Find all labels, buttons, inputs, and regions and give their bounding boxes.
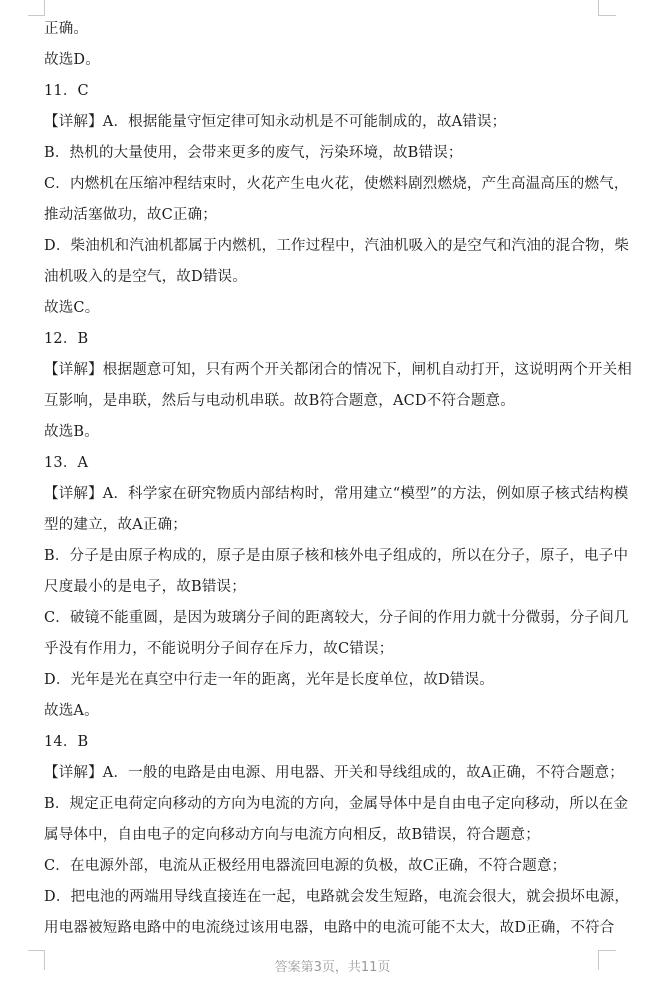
- text-line: 属导体中，自由电子的定向移动方向与电流方向相反，故B错误，符合题意；: [44, 827, 540, 843]
- text-line: D．柴油机和汽油机都属于内燃机，工作过程中，汽油机吸入的是空气和汽油的混合物，柴: [44, 238, 630, 254]
- text-line: D．光年是光在真空中行走一年的距离，光年是长度单位，故D错误。: [44, 672, 494, 688]
- text-line: 故选D。: [44, 52, 100, 68]
- text-line: 互影响，是串联，然后与电动机串联。故B符合题意，ACD不符合题意。: [44, 393, 515, 409]
- text-line: 正确。: [44, 21, 89, 37]
- text-line: 故选B。: [44, 424, 99, 440]
- question-number: 13．A: [44, 455, 89, 471]
- text-line: 尺度最小的是电子，故B错误；: [44, 579, 246, 595]
- text-line: 【详解】A．一般的电路是由电源、用电器、开关和导线组成的，故A正确，不符合题意；: [44, 765, 624, 781]
- text-line: 乎没有作用力，不能说明分子间存在斥力，故C错误；: [44, 641, 394, 657]
- question-number: 12．B: [44, 331, 89, 347]
- text-line: C．在电源外部，电流从正极经用电器流回电源的负极，故C正确，不符合题意；: [44, 858, 567, 874]
- text-line: C．破镜不能重圆，是因为玻璃分子间的距离较大，分子间的作用力就十分微弱，分子间几: [44, 610, 629, 626]
- text-line: B．规定正电荷定向移动的方向为电流的方向，金属导体中是自由电子定向移动，所以在金: [44, 796, 629, 812]
- text-line: 推动活塞做功，故C正确；: [44, 207, 217, 223]
- crop-mark-bottom-right-h: [598, 950, 616, 951]
- text-line: B．分子是由原子构成的，原子是由原子核和核外电子组成的，所以在分子，原子，电子中: [44, 548, 629, 564]
- text-line: 故选C。: [44, 300, 100, 316]
- page-footer: 答案第3页，共11页: [274, 960, 391, 975]
- question-number: 14．B: [44, 734, 89, 750]
- crop-mark-bottom-left-h: [28, 950, 45, 951]
- text-line: 【详解】A．科学家在研究物质内部结构时，常用建立“模型”的方法，例如原子核式结构模: [44, 486, 629, 502]
- answer-text-body: [44, 14, 632, 944]
- text-line: 油机吸入的是空气，故D错误。: [44, 269, 247, 285]
- text-line: C．内燃机在压缩冲程结束时，火花产生电火花，使燃料剧烈燃烧，产生高温高压的燃气，: [44, 176, 629, 192]
- text-line: 【详解】根据题意可知，只有两个开关都闭合的情况下，闸机自动打开，这说明两个开关相: [44, 362, 632, 378]
- text-line: 用电器被短路电路中的电流绕过该用电器，电路中的电流可能不太大，故D正确，不符合: [44, 920, 615, 936]
- text-line: 型的建立，故A正确；: [44, 517, 187, 533]
- crop-mark-top-left-h: [28, 15, 45, 16]
- text-line: 【详解】A．根据能量守恒定律可知永动机是不可能制成的，故A错误；: [44, 114, 507, 130]
- question-number: 11．C: [44, 83, 89, 99]
- text-line: 故选A。: [44, 703, 99, 719]
- text-line: B．热机的大量使用，会带来更多的废气，污染环境，故B错误；: [44, 145, 463, 161]
- text-line: D．把电池的两端用导线直接连在一起，电路就会发生短路，电流会很大，就会损坏电源，: [44, 889, 630, 905]
